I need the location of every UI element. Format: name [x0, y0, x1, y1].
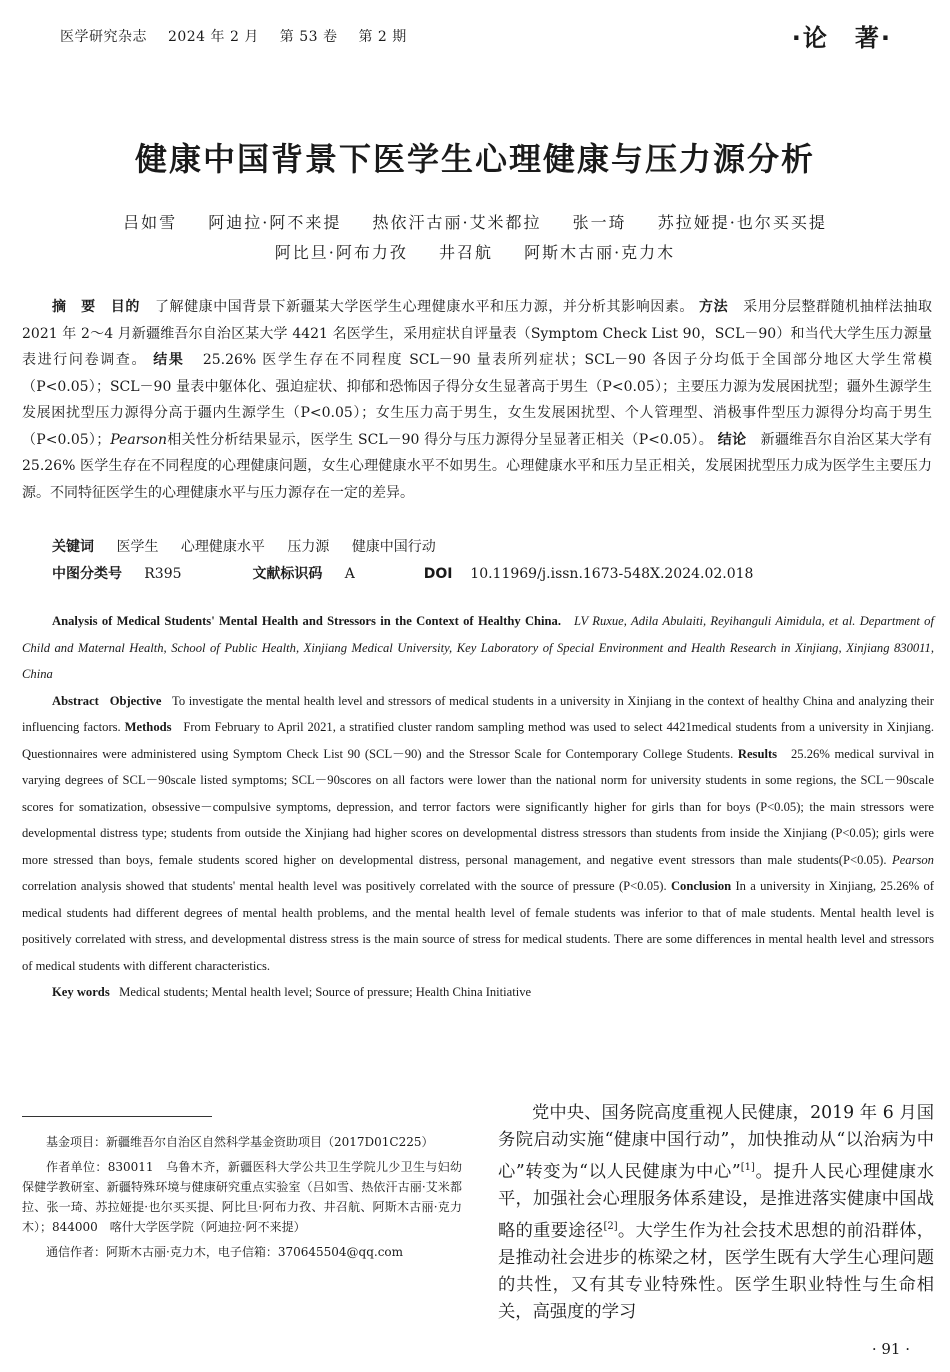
english-authors-affiliation: LV Ruxue, Adila Abulaiti, Reyihanguli Aimidula, et al. Department of Child and Maternal Health, School of Public Health, Xinjiang Medical University, Key Laboratory of Special Environment and Health Research in Xinjiang, Xinjiang 830011, China [22, 614, 934, 681]
pearson-term: Pearson [110, 431, 167, 448]
english-keywords [22, 979, 934, 1006]
pearson-term-en: Pearson [892, 852, 934, 867]
article-title: 健康中国背景下医学生心理健康与压力源分析 [134, 140, 815, 178]
author: 阿迪拉·阿不来提 [208, 213, 342, 232]
results-label: 结果 [153, 352, 185, 368]
results-text-cont: 相关性分析结果显示，医学生 SCL－90 得分与压力源得分呈显著正相关（P<0.05）。 [167, 431, 714, 448]
objective-text: 了解健康中国背景下新疆某大学医学生心理健康水平和压力源，并分析其影响因素。 [154, 299, 694, 315]
affiliation-note: 作者单位：830011 乌鲁木齐，新疆医科大学公共卫生学院儿少卫生与妇幼保健学教研室、新疆特殊环境与健康研究重点实验室（吕如雪、热依汗古丽·艾米都拉、张一琦、苏拉娅提·也尔买买提、阿比旦·阿布力孜、井召航、阿斯木古丽·克力木）；844000 喀什大学医学院（阿迪拉·阿不来提） [22, 1160, 462, 1234]
english-abstract [22, 608, 934, 1006]
conclusion-label-en: Conclusion [670, 879, 732, 893]
keywords-cn [52, 536, 454, 556]
results-text: 25.26% 医学生存在不同程度 SCL－90 量表所列症状；SCL－90 各因子分均低于全国部分地区大学生常模（P<0.05）；SCL－90 量表中躯体化、强迫症状、抑郁和恐怖因子得分女生显著高于男生（P<0.05）；主要压力源为发展困扰型；疆外生源学生发展困扰型压力源得分高于疆内生源学生（P<0.05）；女生压力高于男生，女生发展困扰型、个人管理型、消极事件型压力源得分均高于男生（P<0.05）； [22, 352, 933, 448]
journal-header [60, 26, 423, 46]
citation-ref[interactable]: [1] [740, 1162, 755, 1173]
results-label-en: Results [737, 746, 778, 761]
intro-text: 党中央、国务院高度重视人民健康，2019 年 6 月国务院启动实施“健康中国行动”，加快推动从“以治病为中心”转变为“以人民健康为中心” [498, 1103, 934, 1182]
doc-code-value: A [344, 566, 355, 582]
conclusion-text: 新疆维吾尔自治区某大学有 25.26% 医学生存在不同程度的心理健康问题，女生心理健康水平不如男生。心理健康水平和压力呈正相关，发展困扰型压力成为医学生主要压力源。不同特征医学生的心理健康水平与压力源存在一定的差异。 [22, 431, 933, 501]
correspondence-note: 通信作者：阿斯木古丽·克力木，电子信箱：370645504@qq.com [46, 1245, 404, 1259]
english-title: Analysis of Medical Students' Mental Health and Stressors in the Context of Healthy China. [52, 614, 561, 628]
author: 井召航 [438, 243, 493, 262]
intro-paragraph [498, 1100, 934, 1326]
keywords-en: Medical students; Mental health level; Source of pressure; Health China Initiative [119, 985, 532, 999]
objective-label-en: Objective [109, 693, 162, 708]
clc-value: R395 [144, 566, 182, 582]
author: 阿斯木古丽·克力木 [524, 243, 676, 262]
objective-label: 目的 [110, 299, 140, 315]
methods-text: 采用分层整群随机抽样法抽取 2021 年 2～4 月新疆维吾尔自治区某大学 4421 名医学生，采用症状自评量表（Symptom Check List 90，SCL－90）和当代大学生压力源量表进行问卷调查。 [22, 299, 933, 368]
results-text-en-cont: correlation analysis showed that students' mental health level was positively correlated with the source of pressure (P<0.05). [22, 879, 667, 893]
author: 阿比旦·阿布力孜 [274, 243, 408, 262]
methods-text-en: From February to April 2021, a stratified cluster random sampling method was used to select 4421medical students from a university in Xinjiang. Questionnaires were administered using Symptom Check List 90 (SCL－90) and the Stressor Scale for Contemporary College Students. [22, 720, 934, 761]
objective-text-en: To investigate the mental health level and stressors of medical students in a university in Xinjiang in the context of healthy China and analyzing their influencing factors. [22, 693, 934, 734]
section-tag: ·论 著· [791, 24, 892, 52]
issue-date: 2024 年 2 月 [167, 29, 259, 45]
keyword: 健康中国行动 [351, 539, 436, 555]
doi-label: DOI [423, 566, 453, 582]
doc-code-label: 文献标识码 [252, 566, 323, 582]
footnote-divider [22, 1116, 212, 1117]
methods-label: 方法 [699, 299, 729, 315]
abstract-label: 摘 要 [52, 299, 96, 315]
clc-label: 中图分类号 [52, 566, 122, 582]
keyword: 压力源 [287, 539, 330, 555]
citation-ref[interactable]: [2] [603, 1220, 618, 1232]
issue: 第 2 期 [358, 29, 407, 45]
authors-line-1 [0, 210, 950, 233]
body-text [498, 1100, 934, 1326]
results-text-en: 25.26% medical survival in varying degrees of SCL－90scale listed symptoms; SCL－90scores on all factors were lower than the national norm for university students in some regions, the SCL－90scale scores for somatization, obsessive－compulsive symptoms, depression, and terror factors were significantly higher for girls than for boys (P<0.05); the main stressors were developmental distress type; students from outside the Xinjiang had higher scores on developmental distress stressors than students from inside the Xinjiang (P<0.05); girls were more stressed than boys, female students scored higher on developmental distress, personal management, and negative event stressors than male students(P<0.05). [22, 746, 934, 867]
conclusion-label: 结论 [717, 431, 747, 448]
english-abstract-body [22, 688, 934, 980]
footnotes [22, 1132, 462, 1267]
keywords-label: 关键词 [52, 539, 94, 555]
english-title-block [22, 608, 934, 688]
author: 苏拉娅提·也尔买买提 [657, 213, 827, 232]
page-number: · 91 · [871, 1340, 910, 1358]
fund-note: 基金项目：新疆维吾尔自治区自然科学基金资助项目（2017D01C225） [46, 1135, 434, 1149]
conclusion-text-en: In a university in Xinjiang, 25.26% of medical students had different degrees of mental health problems, and the mental health level of female students was inferior to that of male students. Mental health level is positively correlated with stress, and developmental distress stress is the main source of stress for medical students. There are some differences in mental health level and stressors of medical students with different characteristics. [22, 879, 934, 973]
doi-value: 10.11969/j.issn.1673-548X.2024.02.018 [470, 566, 754, 582]
keyword: 心理健康水平 [180, 539, 265, 555]
author: 张一琦 [572, 213, 627, 232]
author: 吕如雪 [123, 213, 178, 232]
author: 热依汗古丽·艾米都拉 [372, 213, 542, 232]
classification-row [52, 563, 753, 583]
abstract-label-en: Abstract [52, 693, 99, 708]
volume: 第 53 卷 [279, 29, 338, 45]
abstract-cn [22, 294, 932, 506]
keywords-label-en: Key words [52, 985, 110, 999]
intro-text: 。提升人民心理健康水平，加强社会心理服务体系建设，是推进落实健康中国战略的重要途径 [498, 1161, 934, 1241]
journal-name: 医学研究杂志 [60, 29, 147, 45]
intro-text: 。大学生作为社会技术思想的前沿群体，是推动社会进步的栋梁之材，医学生既有大学生心理问题的共性，又有其专业特殊性。医学生职业特性与生命相关，高强度的学习 [498, 1220, 934, 1322]
keyword: 医学生 [116, 539, 159, 555]
methods-label-en: Methods [124, 720, 172, 734]
authors-line-2 [0, 240, 950, 263]
